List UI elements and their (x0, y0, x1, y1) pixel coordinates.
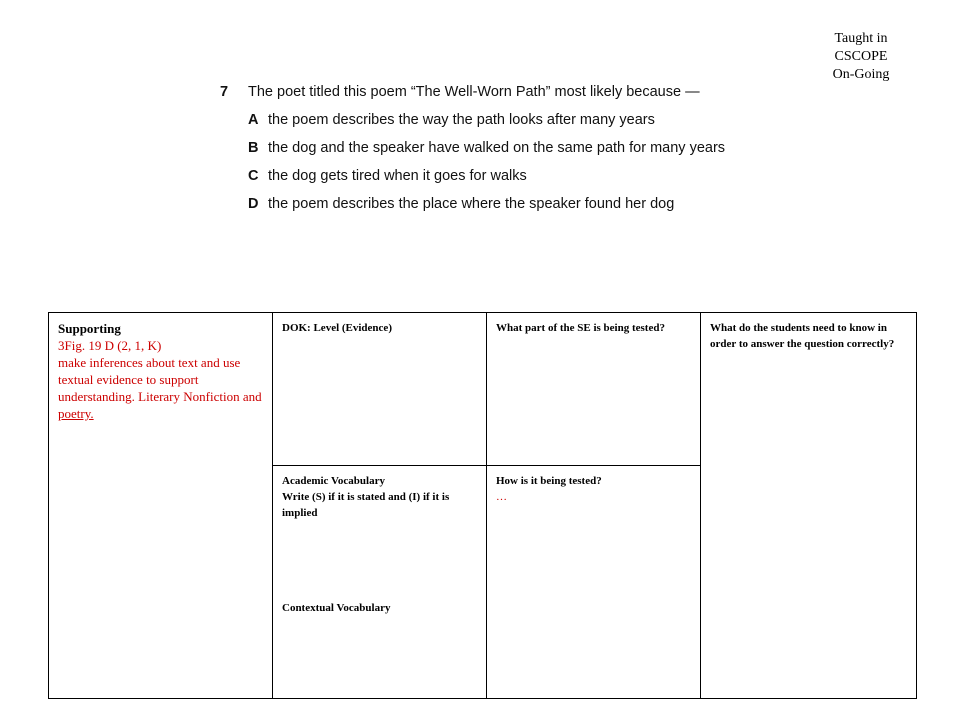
contextual-vocab-label: Contextual Vocabulary (282, 602, 391, 614)
answer-option-b (248, 140, 820, 168)
academic-vocab-note: Write (S) if it is stated and (I) if it is implied (282, 491, 450, 519)
how-tested-cell (487, 466, 701, 698)
standard-cell (49, 313, 273, 698)
se-part-label: What part of the SE is being tested? (496, 322, 665, 334)
option-letter: D (248, 196, 259, 212)
note-line-2: CSCOPE (834, 49, 888, 64)
option-text: the poem describes the place where the speaker found her dog (268, 196, 675, 212)
students-need-label: What do the students need to know in order to answer the question correctly? (710, 322, 895, 350)
answer-option-c (248, 168, 820, 196)
answer-option-d (248, 196, 820, 224)
option-text: the dog and the speaker have walked on the same path for many years (268, 140, 726, 156)
question-text: The poet titled this poem “The Well-Worn Path” most likely because — (248, 84, 700, 100)
option-letter: A (248, 112, 259, 128)
standard-description (58, 354, 264, 422)
question-stem (220, 84, 820, 112)
dok-cell (273, 313, 487, 466)
note-line-3: On-Going (832, 67, 890, 82)
dok-label: DOK: Level (Evidence) (282, 322, 392, 334)
answer-options (248, 112, 820, 224)
standard-description-text: make inferences about text and use textual evidence to support understanding. Literary Nonfiction and (58, 355, 262, 404)
analysis-table (48, 312, 917, 699)
option-text: the poem describes the way the path looks after many years (268, 112, 655, 128)
how-tested-label: How is it being tested? (496, 475, 602, 487)
option-letter: B (248, 140, 259, 156)
option-letter: C (248, 168, 259, 184)
answer-option-a (248, 112, 820, 140)
question-number: 7 (220, 84, 229, 100)
question-block (220, 84, 820, 224)
how-tested-value: … (496, 491, 507, 503)
se-part-cell (487, 313, 701, 466)
taught-in-note (806, 30, 916, 84)
standard-description-underlined: poetry. (58, 406, 94, 421)
standard-code: 3Fig. 19 D (2, 1, K) (58, 338, 162, 353)
option-text: the dog gets tired when it goes for walks (268, 168, 527, 184)
academic-vocab-label: Academic Vocabulary (282, 475, 385, 487)
students-need-cell (701, 313, 916, 698)
standard-title: Supporting (58, 321, 121, 336)
vocabulary-cell (273, 466, 487, 698)
note-line-1: Taught in (834, 31, 888, 46)
